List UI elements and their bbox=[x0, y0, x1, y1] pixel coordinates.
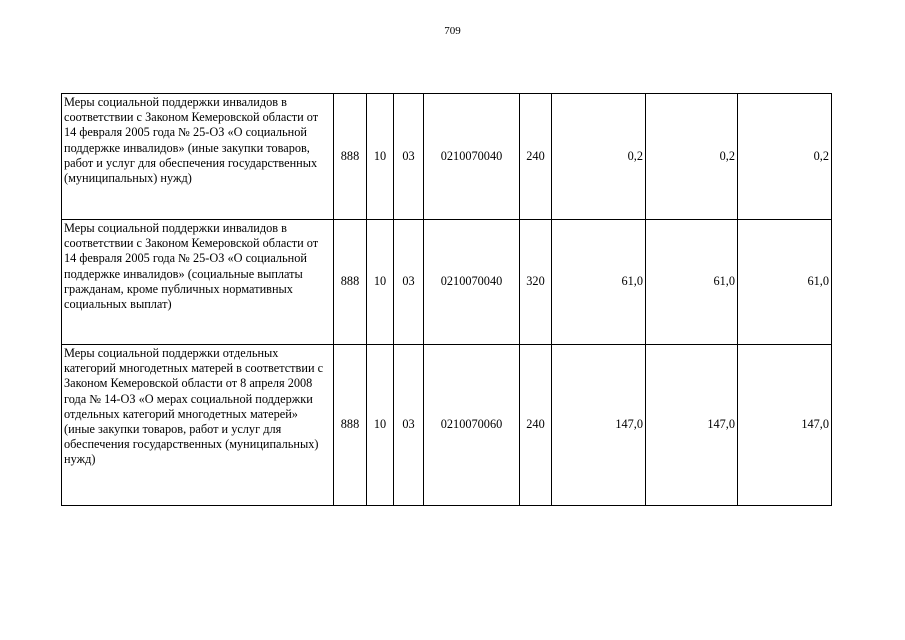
section-code: 10 bbox=[367, 345, 394, 506]
section-code: 10 bbox=[367, 94, 394, 220]
amount-year-2: 0,2 bbox=[646, 94, 738, 220]
target-article-code: 0210070040 bbox=[424, 220, 520, 345]
row-description: Меры социальной поддержки отдельных категорий многодетных матерей в соответствии с Законом Кемеровской области от 8 апреля 2008 года № 14-ОЗ «О мерах социальной поддержки отдельных категорий многодетных матерей» (иные закупки товаров, работ и услуг для обеспечения государственных (муниципальных) нужд) bbox=[62, 345, 334, 506]
expense-type-code: 240 bbox=[520, 94, 552, 220]
expense-type-code: 320 bbox=[520, 220, 552, 345]
amount-year-3: 0,2 bbox=[738, 94, 832, 220]
amount-year-2: 147,0 bbox=[646, 345, 738, 506]
amount-year-3: 147,0 bbox=[738, 345, 832, 506]
expense-type-code: 240 bbox=[520, 345, 552, 506]
table-row bbox=[62, 94, 832, 220]
row-description: Меры социальной поддержки инвалидов в соответствии с Законом Кемеровской области от 14 февраля 2005 года № 25-ОЗ «О социальной поддержке инвалидов» (социальные выплаты гражданам, кроме публичных нормативных социальных выплат) bbox=[62, 220, 334, 345]
subsection-code: 03 bbox=[394, 345, 424, 506]
ministry-code: 888 bbox=[334, 345, 367, 506]
amount-year-3: 61,0 bbox=[738, 220, 832, 345]
amount-year-1: 0,2 bbox=[552, 94, 646, 220]
budget-table bbox=[61, 93, 832, 506]
amount-year-2: 61,0 bbox=[646, 220, 738, 345]
row-description: Меры социальной поддержки инвалидов в соответствии с Законом Кемеровской области от 14 февраля 2005 года № 25-ОЗ «О социальной поддержке инвалидов» (иные закупки товаров, работ и услуг для обеспечения государственных (муниципальных) нужд) bbox=[62, 94, 334, 220]
table-row bbox=[62, 345, 832, 506]
target-article-code: 0210070040 bbox=[424, 94, 520, 220]
amount-year-1: 61,0 bbox=[552, 220, 646, 345]
subsection-code: 03 bbox=[394, 94, 424, 220]
section-code: 10 bbox=[367, 220, 394, 345]
target-article-code: 0210070060 bbox=[424, 345, 520, 506]
ministry-code: 888 bbox=[334, 94, 367, 220]
table-row bbox=[62, 220, 832, 345]
page-number: 709 bbox=[444, 25, 461, 37]
subsection-code: 03 bbox=[394, 220, 424, 345]
amount-year-1: 147,0 bbox=[552, 345, 646, 506]
ministry-code: 888 bbox=[334, 220, 367, 345]
